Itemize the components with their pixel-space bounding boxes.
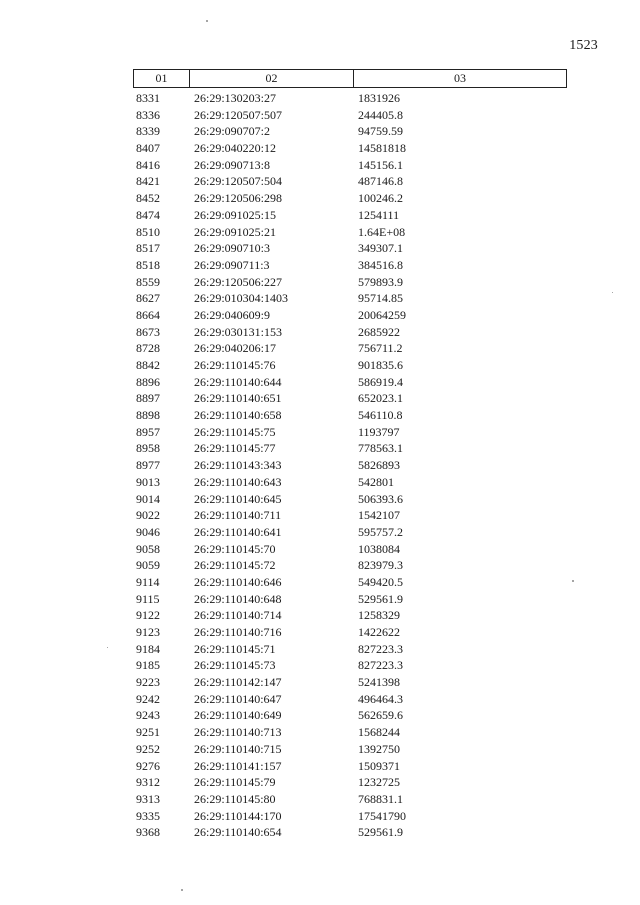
table-cell: 26:29:010304:1403: [194, 291, 289, 306]
table-row: [133, 407, 567, 424]
table-cell: 26:29:110140:648: [194, 591, 282, 606]
table-cell: 1193797: [358, 424, 400, 439]
table-cell: 26:29:110145:71: [194, 641, 276, 656]
table-cell: 14581818: [358, 141, 406, 156]
table-cell: 549420.5: [358, 574, 403, 589]
table-cell: 9276: [136, 758, 160, 773]
table-row: [133, 224, 567, 241]
table-cell: 17541790: [358, 808, 406, 823]
table-row: [133, 691, 567, 708]
table-cell: 26:29:110141:157: [194, 758, 282, 773]
table-cell: 26:29:110140:711: [194, 508, 282, 523]
table-row: [133, 440, 567, 457]
table-cell: 8452: [136, 191, 160, 206]
table-cell: 8559: [136, 274, 160, 289]
table-cell: 8958: [136, 441, 160, 456]
table-row: [133, 557, 567, 574]
table-row: [133, 307, 567, 324]
scan-speck: [181, 889, 183, 891]
table-row: [133, 107, 567, 124]
table-cell: 8517: [136, 241, 160, 256]
table-cell: 26:29:110145:80: [194, 791, 276, 806]
table-row: [133, 457, 567, 474]
table-cell: 26:29:110145:73: [194, 658, 276, 673]
table-row: [133, 491, 567, 508]
table-cell: 95714.85: [358, 291, 403, 306]
table-row: [133, 157, 567, 174]
column-header-03: 03: [454, 71, 466, 85]
table-cell: 26:29:120507:507: [194, 107, 283, 122]
table-cell: 26:29:090710:3: [194, 241, 271, 256]
table-cell: 901835.6: [358, 358, 403, 372]
table-cell: 26:29:110140:647: [194, 691, 282, 706]
table-cell: 8416: [136, 157, 160, 172]
table-cell: 26:29:040206:17: [194, 341, 277, 356]
table-cell: 8339: [136, 124, 160, 139]
table-row: [133, 140, 567, 157]
table-cell: 8898: [136, 408, 160, 423]
table-cell: 1254111: [358, 207, 400, 222]
table-cell: 8664: [136, 307, 160, 322]
table-row: [133, 290, 567, 307]
table-cell: 244405.8: [358, 107, 403, 122]
table-cell: 9242: [136, 691, 160, 706]
table-row: [133, 741, 567, 758]
table-cell: 9115: [136, 591, 160, 606]
table-cell: 145156.1: [358, 157, 403, 172]
table-cell: 1509371: [358, 758, 400, 773]
table-cell: 26:29:110140:646: [194, 574, 282, 589]
table-cell: 26:29:110144:170: [194, 808, 282, 823]
table-cell: 8627: [136, 291, 160, 306]
table-cell: 1.64E+08: [358, 224, 406, 239]
table-cell: 26:29:040609:9: [194, 307, 271, 322]
table-cell: 26:29:120506:227: [194, 274, 283, 289]
table-cell: 26:29:090711:3: [194, 257, 270, 272]
scan-speck: [206, 20, 208, 22]
table-cell: 9014: [136, 491, 160, 506]
table-cell: 9122: [136, 608, 160, 623]
table-row: [133, 808, 567, 825]
table-row: [133, 758, 567, 775]
table-cell: 26:29:110145:70: [194, 541, 276, 556]
scan-speck: [572, 580, 574, 582]
table-cell: 506393.6: [358, 491, 403, 506]
table-cell: 1568244: [358, 725, 400, 740]
table-cell: 1232725: [358, 775, 400, 790]
table-row: [133, 274, 567, 291]
table-cell: 26:29:030131:153: [194, 324, 283, 339]
table-row: [133, 123, 567, 140]
table-cell: 9185: [136, 658, 160, 673]
table-cell: 529561.9: [358, 825, 403, 840]
table-row: [133, 674, 567, 691]
table-row: [133, 507, 567, 524]
table-cell: 562659.6: [358, 708, 403, 723]
table-cell: 26:29:110140:654: [194, 825, 282, 840]
table-cell: 26:29:110145:72: [194, 558, 276, 573]
table-cell: 26:29:110140:658: [194, 408, 282, 423]
table-body: [133, 90, 567, 841]
table-cell: 496464.3: [358, 691, 403, 706]
table-row: [133, 707, 567, 724]
table-cell: 1392750: [358, 741, 400, 756]
table-cell: 8474: [136, 207, 160, 222]
table-cell: 9251: [136, 725, 160, 740]
table-cell: 26:29:110140:651: [194, 391, 282, 406]
table-row: [133, 624, 567, 641]
table-cell: 9252: [136, 741, 160, 756]
table-row: [133, 791, 567, 808]
table-cell: 26:29:110140:714: [194, 608, 282, 623]
table-cell: 94759.59: [358, 124, 403, 139]
table-row: [133, 641, 567, 658]
column-header-02: 02: [190, 70, 354, 87]
table-cell: 542801: [358, 474, 394, 489]
table-row: [133, 824, 567, 841]
table-header: [133, 69, 567, 88]
table-row: [133, 340, 567, 357]
table-cell: 9313: [136, 791, 160, 806]
table-cell: 827223.3: [358, 641, 403, 656]
table-cell: 26:29:110140:645: [194, 491, 282, 506]
table-row: [133, 324, 567, 341]
table-cell: 8331: [136, 91, 160, 105]
table-row: [133, 190, 567, 207]
table-row: [133, 474, 567, 491]
table-cell: 100246.2: [358, 191, 403, 206]
table-row: [133, 240, 567, 257]
table-cell: 1831926: [358, 91, 400, 105]
table-cell: 26:29:110145:76: [194, 358, 276, 372]
page-number: 1523: [569, 38, 598, 53]
table-row: [133, 357, 567, 374]
table-cell: 823979.3: [358, 558, 403, 573]
table-cell: 26:29:110140:715: [194, 741, 282, 756]
table-cell: 2685922: [358, 324, 400, 339]
table-cell: 9013: [136, 474, 160, 489]
table-cell: 26:29:110145:75: [194, 424, 276, 439]
table-cell: 26:29:091025:15: [194, 207, 277, 222]
table-row: [133, 774, 567, 791]
table-cell: 9335: [136, 808, 160, 823]
table-cell: 9312: [136, 775, 160, 790]
table-cell: 26:29:110140:643: [194, 474, 282, 489]
table-cell: 579893.9: [358, 274, 403, 289]
table-row: [133, 591, 567, 608]
table-cell: 1038084: [358, 541, 400, 556]
table-row: [133, 173, 567, 190]
table-cell: 9046: [136, 524, 160, 539]
table-row: [133, 724, 567, 741]
table-cell: 26:29:110140:641: [194, 524, 282, 539]
table-cell: 8896: [136, 374, 160, 389]
table-cell: 1258329: [358, 608, 400, 623]
table-cell: 9123: [136, 625, 160, 639]
table-cell: 26:29:110145:77: [194, 441, 276, 456]
table-row: [133, 607, 567, 624]
table-row: [133, 541, 567, 558]
table-cell: 595757.2: [358, 524, 403, 539]
table-cell: 8510: [136, 224, 160, 239]
table-row: [133, 390, 567, 407]
table-row: [133, 574, 567, 591]
table-cell: 9059: [136, 558, 160, 573]
table-cell: 8407: [136, 141, 160, 156]
table-cell: 8977: [136, 458, 160, 473]
table-cell: 487146.8: [358, 174, 403, 189]
table-cell: 26:29:120506:298: [194, 191, 283, 206]
table-cell: 546110.8: [358, 408, 403, 423]
table-row: [133, 257, 567, 274]
table-cell: 756711.2: [358, 341, 403, 356]
table-cell: 1542107: [358, 508, 400, 523]
scan-speck: [107, 647, 108, 648]
table-cell: 26:29:110140:644: [194, 374, 282, 389]
table-cell: 26:29:110143:343: [194, 458, 282, 473]
table-cell: 768831.1: [358, 791, 403, 806]
table-cell: 586919.4: [358, 374, 403, 389]
table-cell: 26:29:091025:21: [194, 224, 277, 239]
table-cell: 26:29:120507:504: [194, 174, 283, 189]
data-table: [133, 69, 567, 841]
table-cell: 26:29:110145:79: [194, 775, 276, 790]
table-row: [133, 90, 567, 107]
table-cell: 9243: [136, 708, 160, 723]
table-cell: 8673: [136, 324, 160, 339]
table-cell: 9368: [136, 825, 160, 840]
table-cell: 9223: [136, 675, 160, 690]
table-cell: 778563.1: [358, 441, 403, 456]
table-cell: 9184: [136, 641, 160, 656]
table-cell: 9058: [136, 541, 160, 556]
table-cell: 349307.1: [358, 241, 403, 256]
table-cell: 384516.8: [358, 257, 403, 272]
table-row: [133, 424, 567, 441]
table-cell: 20064259: [358, 307, 406, 322]
table-cell: 8897: [136, 391, 160, 406]
column-header-01: 01: [134, 70, 190, 87]
table-cell: 9022: [136, 508, 160, 523]
table-cell: 827223.3: [358, 658, 403, 673]
table-cell: 26:29:110140:716: [194, 625, 282, 639]
table-cell: 26:29:040220:12: [194, 141, 277, 156]
table-cell: 26:29:090713:8: [194, 157, 271, 172]
table-cell: 8728: [136, 341, 160, 356]
table-row: [133, 374, 567, 391]
table-cell: 26:29:110142:147: [194, 675, 282, 690]
table-cell: 26:29:130203:27: [194, 91, 277, 105]
table-cell: 1422622: [358, 625, 400, 639]
table-cell: 8421: [136, 174, 160, 189]
table-row: [133, 657, 567, 674]
table-cell: 9114: [136, 574, 160, 589]
table-cell: 8957: [136, 424, 160, 439]
table-cell: 529561.9: [358, 591, 403, 606]
table-cell: 8842: [136, 358, 160, 372]
table-cell: 26:29:110140:713: [194, 725, 282, 740]
table-row: [133, 207, 567, 224]
table-cell: 5826893: [358, 458, 400, 473]
table-cell: 26:29:110140:649: [194, 708, 282, 723]
scan-speck: [612, 292, 613, 293]
table-row: [133, 524, 567, 541]
table-cell: 652023.1: [358, 391, 403, 406]
table-cell: 8336: [136, 107, 160, 122]
table-cell: 5241398: [358, 675, 400, 690]
table-cell: 8518: [136, 257, 160, 272]
table-cell: 26:29:090707:2: [194, 124, 271, 139]
